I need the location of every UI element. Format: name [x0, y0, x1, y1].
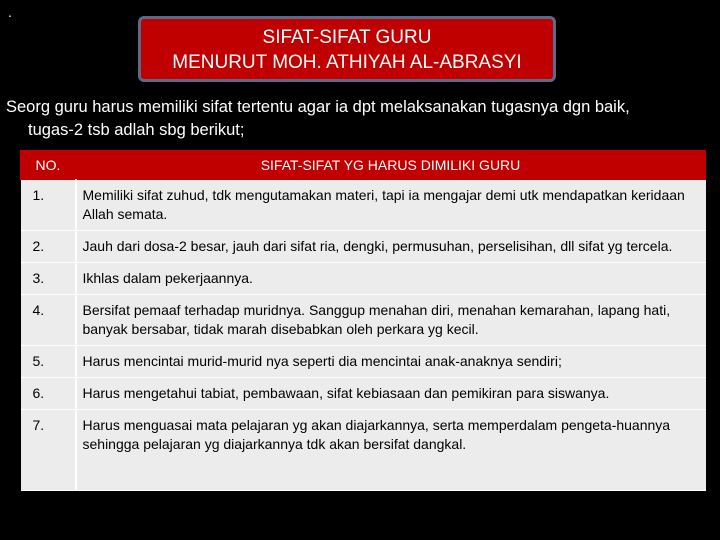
title-line-2: MENURUT MOH. ATHIYAH AL-ABRASYI	[172, 52, 522, 73]
title-line-1: SIFAT-SIFAT GURU	[262, 27, 432, 48]
row-number: 7.	[21, 410, 76, 491]
row-number: 6.	[21, 378, 76, 410]
row-number: 4.	[21, 295, 76, 346]
row-text: Ikhlas dalam pekerjaannya.	[76, 263, 706, 295]
row-text: Harus menguasai mata pelajaran yg akan diajarkannya, serta memperdalam pengeta-huannya sehingga pelajaran yg diajarkannya tdk akan bersifat dangkal.	[76, 410, 706, 491]
table-row	[21, 295, 706, 346]
intro-line-2: tugas-2 tsb adlah sbg berikut;	[28, 121, 245, 139]
row-number: 3.	[21, 263, 76, 295]
table-row	[21, 180, 706, 231]
row-text: Harus mengetahui tabiat, pembawaan, sifat kebiasaan dan pemikiran para siswanya.	[76, 378, 706, 410]
header-traits: SIFAT-SIFAT YG HARUS DIMILIKI GURU	[76, 151, 706, 180]
slide-bullet: .	[8, 4, 12, 20]
row-text: Harus mencintai murid-murid nya seperti dia mencintai anak-anaknya sendiri;	[76, 346, 706, 378]
row-number: 2.	[21, 231, 76, 263]
table-row	[21, 263, 706, 295]
row-text: Memiliki sifat zuhud, tdk mengutamakan materi, tapi ia mengajar demi utk mendapatkan keridaan Allah semata.	[76, 180, 706, 231]
title-box	[138, 16, 556, 82]
table-row	[21, 346, 706, 378]
table-header-row	[21, 151, 706, 180]
table-row	[21, 378, 706, 410]
table-row	[21, 231, 706, 263]
row-text: Bersifat pemaaf terhadap muridnya. Sanggup menahan diri, menahan kemarahan, lapang hati, banyak bersabar, tidak marah disebabkan oleh perkara yg kecil.	[76, 295, 706, 346]
intro-text	[6, 96, 718, 142]
row-number: 1.	[21, 180, 76, 231]
table-row	[21, 410, 706, 491]
intro-line-1: Seorg guru harus memiliki sifat tertentu agar ia dpt melaksanakan tugasnya dgn baik,	[6, 98, 630, 116]
header-no: NO.	[21, 151, 76, 180]
traits-table	[20, 150, 706, 491]
row-number: 5.	[21, 346, 76, 378]
row-text: Jauh dari dosa-2 besar, jauh dari sifat ria, dengki, permusuhan, perselisihan, dll sifat yg tercela.	[76, 231, 706, 263]
